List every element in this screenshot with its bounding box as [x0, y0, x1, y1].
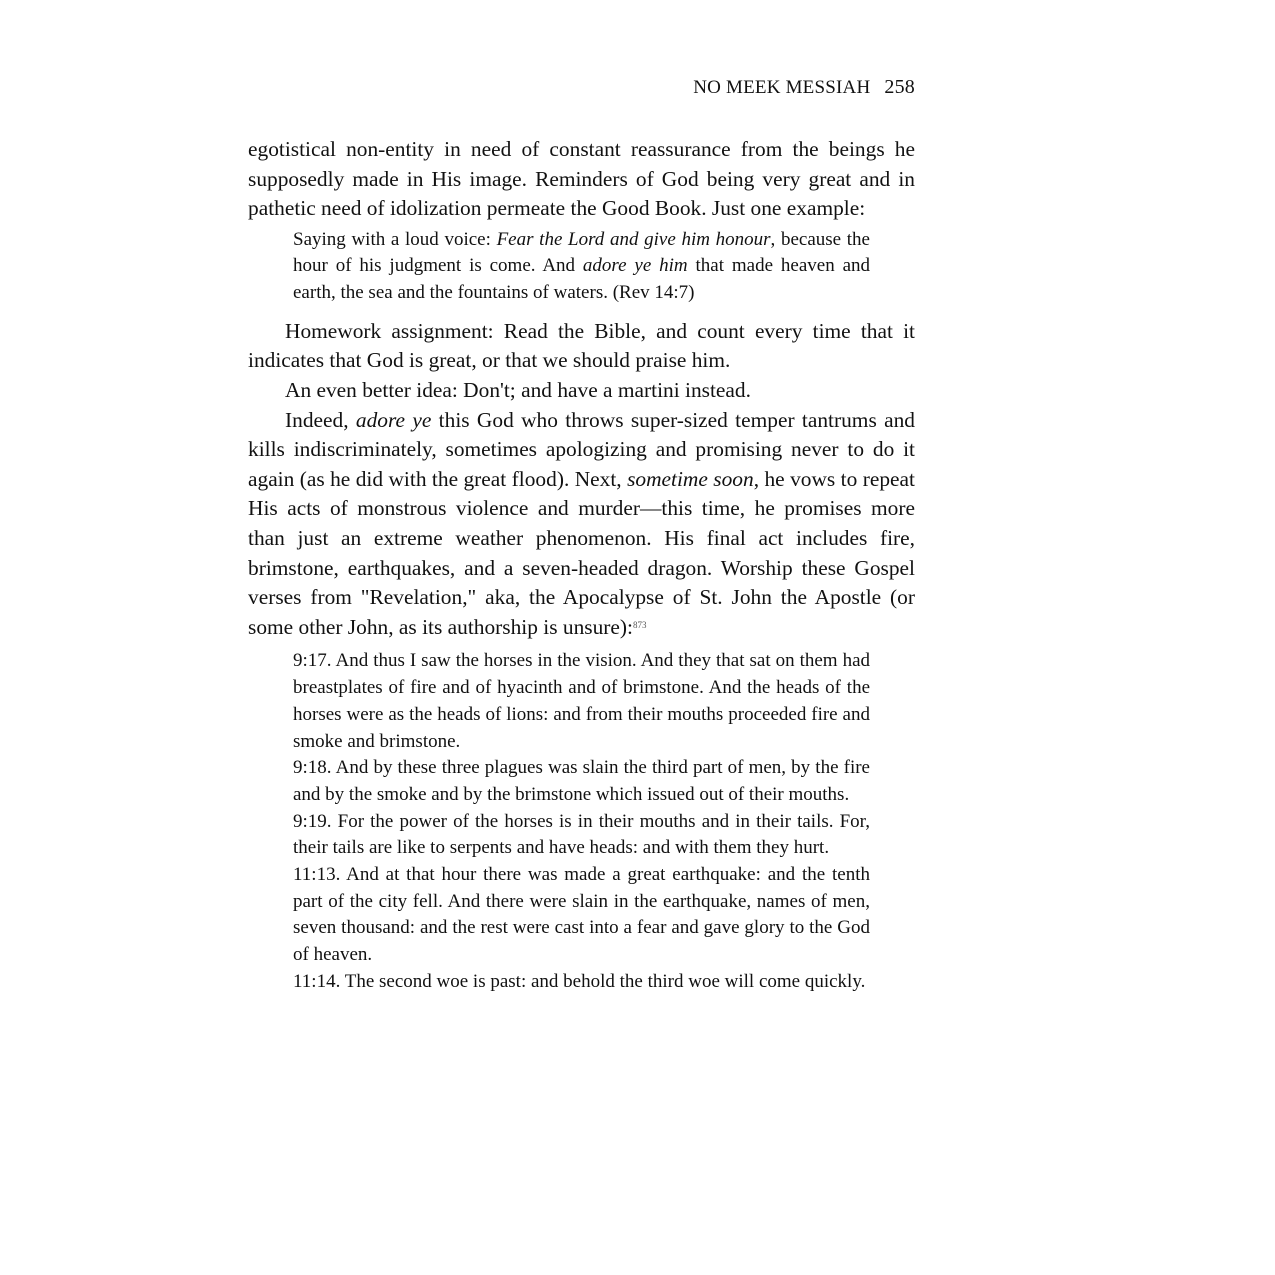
quote-emphasis-1: Fear the Lord and give him honour	[496, 228, 771, 250]
block-quote-rev-14-7	[293, 227, 870, 307]
page-body	[248, 135, 915, 996]
quote-emphasis-2: adore ye him	[582, 255, 688, 277]
running-header	[693, 76, 915, 99]
paragraph-4-part: , he vows to repeat His acts of monstrous violence and murder—this time, he promises more than just an extreme weather phenomenon. His final act includes fire, brimstone, earthquakes, and a seven-headed dragon. Worship these Gospel verses from "Revelation," aka, the Apocalypse of St. John the Apostle (or some other John, as its authorship is unsure):	[248, 466, 915, 639]
paragraph-4-emphasis-2: sometime soon	[627, 466, 754, 491]
quote-text	[293, 227, 870, 307]
verse-9-17: 9:17. And thus I saw the horses in the vision. And they that sat on them had breastplates of fire and of hyacinth and of brimstone. And the heads of the horses were as the heads of lions: and from their mouths proceeded fire and smoke and brimstone.	[293, 650, 870, 752]
paragraph-4-emphasis-1: adore ye	[355, 407, 432, 432]
quote-text-part: that made heaven and earth, the sea and the fountains of waters. (Rev 14:7)	[293, 255, 870, 304]
paragraph-3: An even better idea: Don't; and have a martini instead.	[285, 378, 751, 403]
paragraph-1: egotistical non-entity in need of constant reassurance from the beings he supposedly made in His image. Reminders of God being very great and in pathetic need of idolization permeate the Good Book. Just one example:	[248, 137, 915, 221]
page-number: 258	[884, 76, 915, 98]
paragraph-4-part: this God who throws super-sized temper tantrums and kills indiscriminately, sometimes apologizing and promising never to do it again (as he did with the great flood). Next,	[248, 407, 915, 491]
footnote-reference[interactable]: 873	[633, 619, 647, 630]
quote-text-part: Saying with a loud voice:	[293, 228, 497, 250]
paragraph-2: Homework assignment: Read the Bible, and count every time that it indicates that God is great, or that we should praise him.	[248, 318, 915, 373]
verse-11-13: 11:13. And at that hour there was made a great earthquake: and the tenth part of the city fell. And there were slain in the earthquake, names of men, seven thousand: and the rest were cast into a fear and gave glory to the God of heaven.	[293, 864, 870, 966]
quote-text-part: , because the hour of his judgment is come. And	[293, 228, 870, 277]
paragraph-4	[248, 406, 915, 643]
verse-9-19: 9:19. For the power of the horses is in their mouths and in their tails. For, their tails are like to serpents and have heads: and with them they hurt.	[293, 810, 870, 859]
paragraph-4-part: Indeed,	[285, 407, 356, 432]
verse-9-18: 9:18. And by these three plagues was slain the third part of men, by the fire and by the smoke and by the brimstone which issued out of their mouths.	[293, 757, 870, 805]
header-title: NO MEEK MESSIAH	[693, 77, 871, 98]
verse-11-14: 11:14. The second woe is past: and behold the third woe will come quickly.	[293, 970, 866, 992]
verse-list	[293, 648, 870, 995]
